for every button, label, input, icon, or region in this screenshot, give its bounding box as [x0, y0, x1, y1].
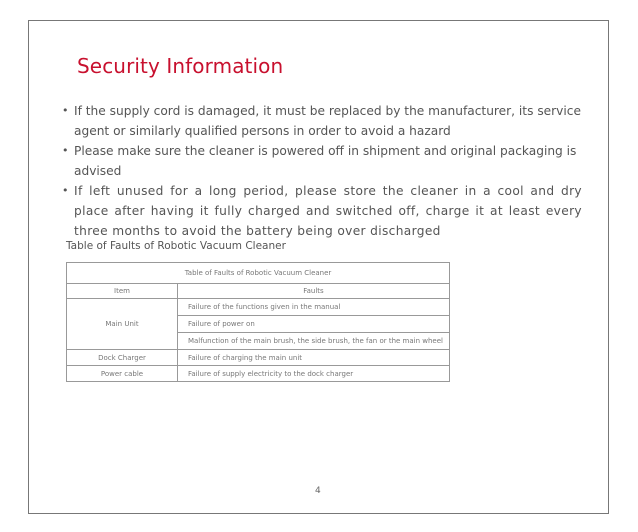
bullet-item: [62, 101, 582, 141]
fault-cell: Malfunction of the main brush, the side brush, the fan or the main wheel: [177, 333, 449, 350]
row-item-power-cable: Power cable: [67, 366, 178, 382]
row-item-dock-charger: Dock Charger: [67, 350, 178, 366]
table-caption: Table of Faults of Robotic Vacuum Cleaner: [66, 240, 286, 252]
fault-cell: Failure of charging the main unit: [177, 350, 449, 366]
column-header-item: Item: [67, 284, 178, 299]
security-bullet-list: [62, 101, 582, 241]
fault-cell: Failure of power on: [177, 316, 449, 333]
bullet-dot-icon: •: [62, 144, 69, 157]
table-row: [67, 366, 450, 382]
bullet-text: Please make sure the cleaner is powered off in shipment and original packaging is advised: [74, 144, 577, 178]
page-number: 4: [315, 486, 321, 496]
bullet-text: If the supply cord is damaged, it must be replaced by the manufacturer, its service agent or similarly qualified persons in order to avoid a hazard: [74, 104, 581, 138]
page-title: Security Information: [77, 54, 284, 78]
bullet-item: [62, 141, 582, 181]
fault-cell: Failure of the functions given in the manual: [177, 299, 449, 316]
row-item-main-unit: Main Unit: [67, 299, 178, 350]
bullet-dot-icon: •: [62, 104, 69, 117]
table-row: [67, 350, 450, 366]
bullet-item: [62, 181, 582, 241]
bullet-text: If left unused for a long period, please store the cleaner in a cool and dry place after having it fully charged and switched off, charge it at least every three months to avoid the battery being over discharged: [74, 184, 582, 238]
faults-table: [66, 262, 450, 382]
fault-cell: Failure of supply electricity to the dock charger: [177, 366, 449, 382]
bullet-dot-icon: •: [62, 184, 69, 197]
column-header-faults: Faults: [177, 284, 449, 299]
table-title: Table of Faults of Robotic Vacuum Cleaner: [67, 263, 450, 284]
table-row: [67, 299, 450, 316]
